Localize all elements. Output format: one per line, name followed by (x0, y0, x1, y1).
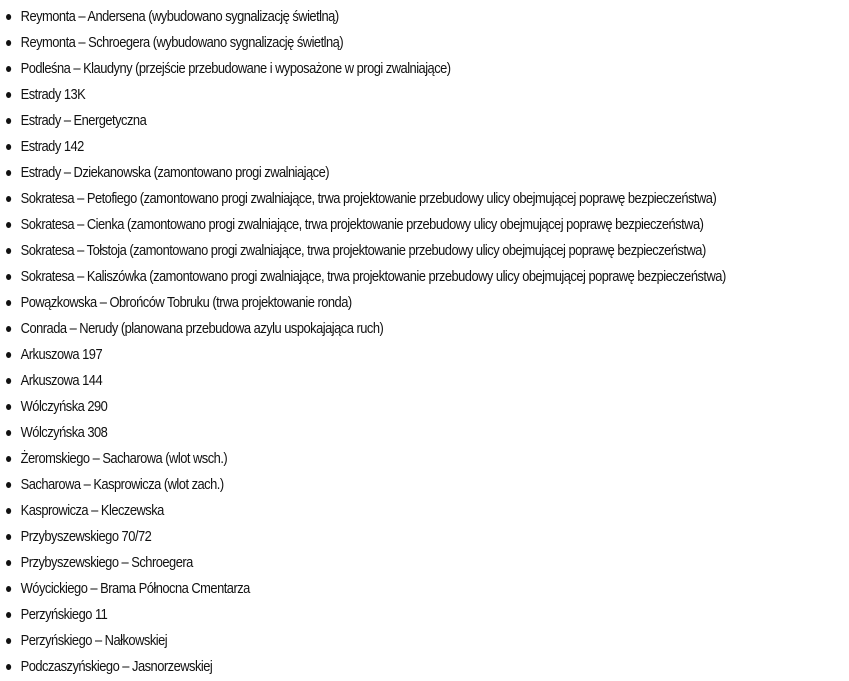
list-item-text: Estrady – Dziekanowska (zamontowano progi zwalniające) (20, 164, 330, 181)
list-item-text: Estrady 13K (20, 86, 86, 103)
bullet-icon (6, 508, 11, 514)
list-item (0, 238, 730, 264)
list-item (0, 186, 730, 212)
bullet-icon (6, 456, 11, 462)
list-item-text: Arkuszowa 144 (20, 372, 103, 389)
list-item (0, 550, 730, 576)
list-item-text: Sacharowa – Kasprowicza (wlot zach.) (20, 476, 224, 493)
bullet-icon (6, 14, 11, 20)
list-item (0, 576, 730, 602)
list-item-text: Reymonta – Schroegera (wybudowano sygnalizację świetlną) (20, 34, 344, 51)
bullet-icon (6, 118, 11, 124)
list-item (0, 524, 730, 550)
list-item (0, 160, 730, 186)
list-item (0, 472, 730, 498)
list-item (0, 56, 730, 82)
list-item (0, 368, 730, 394)
bullet-icon (6, 170, 11, 176)
list-item-text: Podleśna – Klaudyny (przejście przebudowane i wyposażone w progi zwalniające) (20, 60, 451, 77)
list-item (0, 290, 730, 316)
list-item-text: Perzyńskiego – Nałkowskiej (20, 632, 168, 649)
bullet-icon (6, 222, 11, 228)
list-item-text: Arkuszowa 197 (20, 346, 103, 363)
bullet-icon (6, 352, 11, 358)
bullet-icon (6, 274, 11, 280)
bullet-icon (6, 66, 11, 72)
list-item-text: Podczaszyńskiego – Jasnorzewskiej (20, 658, 213, 675)
list-item-text: Wólczyńska 308 (20, 424, 108, 441)
list-item (0, 498, 730, 524)
list-item-text: Sokratesa – Petofiego (zamontowano progi zwalniające, trwa projektowanie przebudowy ulicy obejmującej poprawę bezpieczeństwa) (20, 190, 717, 207)
list-item-text: Wóycickiego – Brama Północna Cmentarza (20, 580, 250, 597)
list-item (0, 82, 730, 108)
bullet-icon (6, 378, 11, 384)
list-item (0, 108, 730, 134)
list-item (0, 4, 730, 30)
bullet-icon (6, 326, 11, 332)
list-item (0, 212, 730, 238)
list-item-text: Reymonta – Andersena (wybudowano sygnalizację świetlną) (20, 8, 339, 25)
bullet-icon (6, 560, 11, 566)
bullet-icon (6, 586, 11, 592)
bullet-icon (6, 404, 11, 410)
list-item-text: Conrada – Nerudy (planowana przebudowa azylu uspokajająca ruch) (20, 320, 384, 337)
bullet-icon (6, 92, 11, 98)
list-item-text: Sokratesa – Tołstoja (zamontowano progi zwalniające, trwa projektowanie przebudowy ulicy obejmującej poprawę bezpieczeństwa) (20, 242, 706, 259)
bullet-icon (6, 534, 11, 540)
list-item-text: Wólczyńska 290 (20, 398, 108, 415)
bullet-icon (6, 430, 11, 436)
bullet-icon (6, 638, 11, 644)
list-item-text: Kasprowicza – Kleczewska (20, 502, 164, 519)
list-item (0, 628, 730, 654)
bullet-icon (6, 300, 11, 306)
list-item (0, 394, 730, 420)
list-item-text: Estrady – Energetyczna (20, 112, 147, 129)
bullet-icon (6, 144, 11, 150)
list-item-text: Sokratesa – Kaliszówka (zamontowano progi zwalniające, trwa projektowanie przebudowy ulicy obejmującej poprawę bezpieczeństwa) (20, 268, 726, 285)
list-item-text: Perzyńskiego 11 (20, 606, 108, 623)
list-item-text: Przybyszewskiego 70/72 (20, 528, 152, 545)
list-item (0, 420, 730, 446)
list-item (0, 342, 730, 368)
list-item (0, 30, 730, 56)
bullet-icon (6, 248, 11, 254)
list-item (0, 654, 730, 680)
bullet-icon (6, 664, 11, 670)
list-item (0, 134, 730, 160)
bullet-icon (6, 196, 11, 202)
list-item (0, 446, 730, 472)
list-item (0, 316, 730, 342)
bullet-icon (6, 482, 11, 488)
list-item (0, 264, 730, 290)
bullet-icon (6, 612, 11, 618)
bullet-icon (6, 40, 11, 46)
list-item-text: Żeromskiego – Sacharowa (wlot wsch.) (20, 450, 228, 467)
list-item-text: Przybyszewskiego – Schroegera (20, 554, 193, 571)
list-item (0, 602, 730, 628)
list-item-text: Powązkowska – Obrońców Tobruku (trwa projektowanie ronda) (20, 294, 352, 311)
list-item-text: Sokratesa – Cienka (zamontowano progi zwalniające, trwa projektowanie przebudowy ulicy obejmującej poprawę bezpieczeństwa) (20, 216, 704, 233)
list-item-text: Estrady 142 (20, 138, 84, 155)
